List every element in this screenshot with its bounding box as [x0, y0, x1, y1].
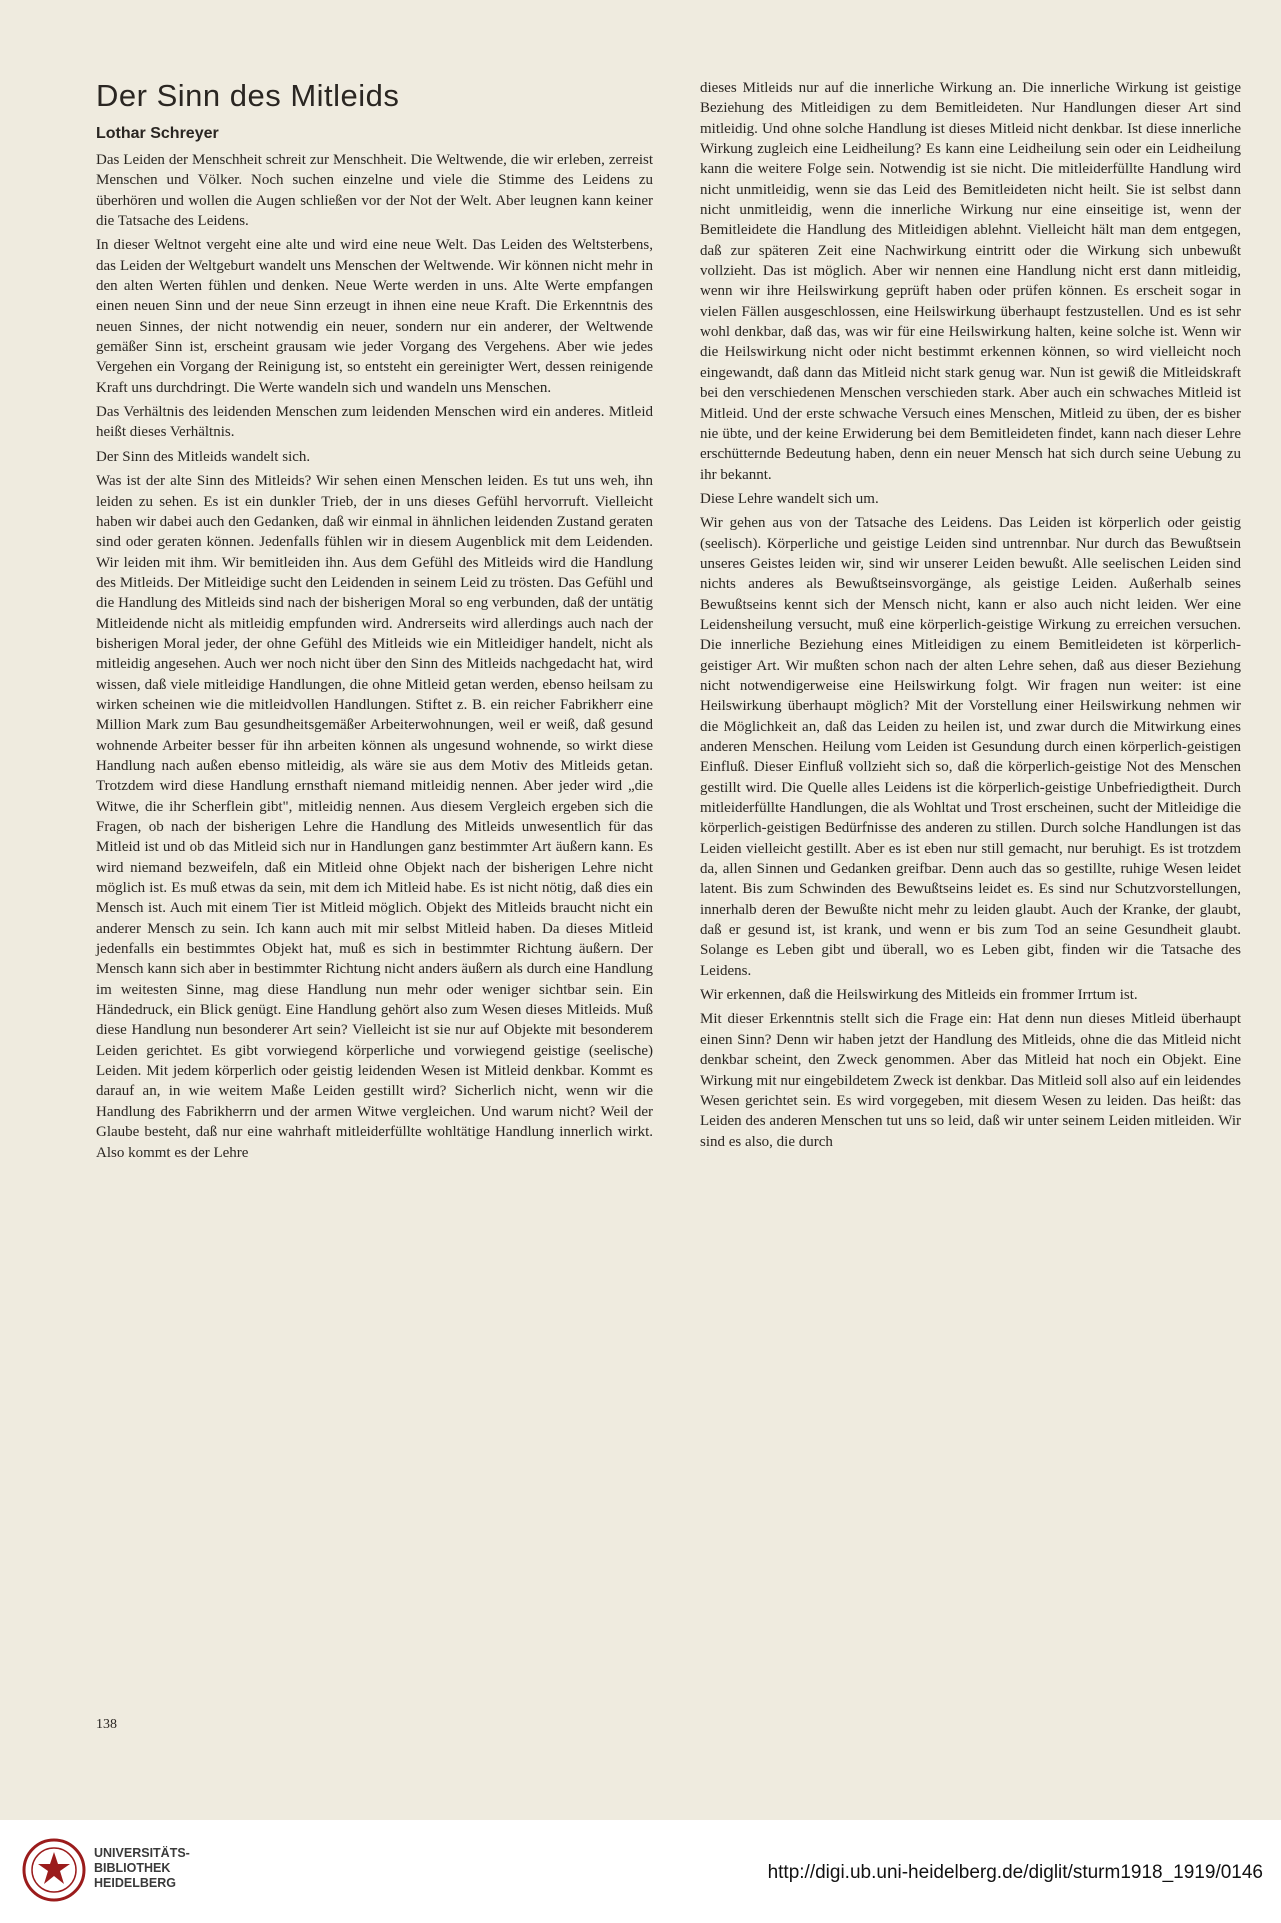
logo-line: HEIDELBERG [94, 1876, 176, 1890]
paragraph: Der Sinn des Mitleids wandelt sich. [96, 448, 311, 465]
logo-line: UNIVERSITÄTS- [94, 1846, 190, 1860]
paragraph: Das Verhältnis des leidenden Menschen zum leidenden Menschen wird ein anderes. Mitleid heißt dieses Verhältnis. [96, 404, 653, 441]
paragraph: Was ist der alte Sinn des Mitleids? Wir sehen einen Menschen leiden. Es tut uns weh, ihn leiden zu sehen. Es ist ein dunkler Trieb, der in uns dieses Gefühl hervorruft. Vielleicht haben wir dabei auch den Gedanken, daß wir einmal in ähnlichen leidenden Zustand geraten sind oder geraten können. Jedenfalls fühlen wir in diesem Augenblick mit dem Leidenden. Wir leiden mit ihm. Wir bemitleiden ihn. Aus dem Gefühl des Mitleids wird die Handlung des Mitleids. Der Mitleidige sucht den Leidenden in seinem Leid zu trösten. Das Gefühl und die Handlung des Mitleids sind nach der bisherigen Moral so eng verbunden, daß der untätig Mitleidende nicht als mitleidig empfunden wird. Andrerseits wird allerdings auch nach der bisherigen Moral jeder, der ohne Gefühl des Mitleids wie ein Mitleidiger handelt, nicht als mitleidig angesehen. Auch wer noch nicht über den Sinn des Mitleids nachgedacht hat, wird wissen, daß viele mitleidige Handlungen, die ohne Mitleid getan werden, ebenso heilsam zu wirken scheinen wie die mitleidvollen Handlungen. Stiftet z. B. ein reicher Fabrikherr eine Million Mark zum Bau gesundheitsgemäßer Arbeiterwohnungen, weil er weiß, daß gesund wohnende Arbeiter besser für ihn arbeiten können als ungesund wohnende, so wirkt diese Handlung nach außen ebenso mitleidig, als wäre sie aus dem Motiv des Mitleids getan. Trotzdem wird diese Handlung ernsthaft niemand mitleidig nennen. Aber jeder wird „die Witwe, die ihr Scherflein gibt", mitleidig nennen. Aus diesem Vergleich ergeben sich die Fragen, ob nach der bisherigen Lehre die Handlung des Mitleids unwesentlich für das Mitleid ist und ob das Mitleid sich nur in Handlungen ganz bestimmter Art äußern kann. Es wird niemand bezweifeln, daß ein Mitleid ohne Objekt nach der bisherigen Lehre nicht möglich ist. Es muß etwas da sein, mit dem ich Mitleid habe. Es ist nicht nötig, daß dies ein Mensch ist. Auch mit einem Tier ist Mitleid möglich. Objekt des Mitleids braucht nicht ein anderer Mensch zu sein. Ich kann auch mit mir selbst Mitleid haben. Da dieses Mitleid jedenfalls ein bestimmtes Objekt hat, muß es sich in bestimmter Richtung äußern. Der Mensch kann sich aber in bestimmter Richtung nicht anders äußern als durch eine Handlung im weitesten Sinne, mag diese Handlung nun mehr oder weniger sichtbar sein. Ein Händedruck, ein Blick genügt. Eine Handlung gehört also zum Wesen dieses Mitleids. Muß diese Handlung nun besonderer Art sein? Vielleicht ist sie nur auf Objekte mit besonderem Leiden gerichtet. Es gibt vorwiegend körperliche und vorwiegend geistige (seelische) Leiden. Mit jedem körperlich oder geistig leidenden Wesen ist Mitleid denkbar. Kommt es darauf an, in wie weitem Maße Leiden gestillt wird? Sicherlich nicht, wenn wir die Handlung des Fabrikherrn und der armen Witwe vergleichen. Und warum nicht? Weil der Glaube besteht, daß nur eine wahrhaft mitleiderfüllte wohltätige Handlung innerlich wirkt. Also kommt es der Lehre [96, 473, 653, 1161]
library-logo [22, 1838, 190, 1902]
paragraph: Das Leiden der Menschheit schreit zur Menschheit. Die Weltwende, die wir erleben, zerreist Menschen und Völker. Noch suchen einzelne und viele die Stimme des Leidens zu überhören und wollen die Augen schließen vor der Not der Welt. Aber leugnen kann keiner die Tatsache des Leidens. [96, 152, 653, 230]
paragraph: dieses Mitleids nur auf die innerliche Wirkung an. Die innerliche Wirkung ist geistige Beziehung des Mitleidigen zu dem Bemitleideten. Nur Handlungen dieser Art sind mitleidig. Und ohne solche Handlung ist dieses Mitleid nicht denkbar. Ist diese innerliche Wirkung zugleich eine Leidheilung? Es kann eine Leidheilung sein oder ein Leidheilung kann die weitere Folge sein. Notwendig ist sie nicht. Die mitleiderfüllte Handlung wird nicht unmitleidig, wenn sie das Leid des Bemitleideten nicht heilt. Sie ist selbst dann nicht unmitleidig, wenn die innerliche Wirkung nur eine einseitige ist, wenn der Bemitleidete die Handlung des Mitleidigen ablehnt. Vielleicht hält man dem entgegen, daß zur späteren Zeit eine Nachwirkung eintritt oder die Wirkung sich unbewußt vollzieht. Das ist möglich. Aber wir nennen eine Handlung nicht erst dann mitleidig, wenn wir ihre Heilswirkung geprüft haben oder prüfen können. Es erscheit sogar in vielen Fällen ausgeschlossen, eine Heilswirkung überhaupt festzustellen. Und es ist sehr wohl denkbar, daß das, was wir für eine Heilswirkung halten, keine solche ist. Wenn wir die Heilswirkung nicht oder nicht bestimmt erkennen können, so wird vielleicht noch eingewandt, daß dann das Mitleid nicht stark genug war. Nun ist gewiß die Mitleidskraft bei den verschiedenen Menschen verschieden stark. Aber auch ein schwaches Mitleid ist Mitleid. Und der erste schwache Versuch eines Menschen, Mitleid zu üben, der es bisher nie übte, und der keine Erwiderung bei dem Bemitleideten findet, kann nach dieser Lehre erschütternde Bedeutung haben, denn ein neuer Mensch hat sich durch seine Uebung zu ihr bekannt. [700, 80, 1241, 483]
right-column [700, 78, 1241, 1156]
article-author: Lothar Schreyer [96, 125, 219, 142]
paragraph: Wir erkennen, daß die Heilswirkung des Mitleids ein frommer Irrtum ist. [700, 987, 1138, 1004]
logo-line: BIBLIOTHEK [94, 1861, 171, 1875]
source-url-link[interactable]: http://digi.ub.uni-heidelberg.de/diglit/sturm1918_1919/0146 [767, 1862, 1263, 1883]
page-number: 138 [96, 1717, 117, 1732]
seal-icon [22, 1838, 86, 1902]
paragraph: Wir gehen aus von der Tatsache des Leidens. Das Leiden ist körperlich oder geistig (seelisch). Körperliche und geistige Leiden sind untrennbar. Nur durch das Bewußtsein unseres Geistes leiden wir, sind wir unserer Leiden bewußt. Alle seelischen Leiden sind nichts anderes als Bewußtseinsvorgänge, als geistige Leiden. Außerhalb seines Bewußtseins kennt sich der Mensch nicht, kann er also auch nicht leiden. Wer eine Leidensheilung versucht, muß eine körperlich-geistige Wirkung zu erreichen versuchen. Die innerliche Beziehung eines Mitleidigen zu einem Bemitleideten ist körperlich-geistiger Art. Wir mußten schon nach der alten Lehre sehen, daß aus dieser Beziehung nicht notwendigerweise eine Heilswirkung folgt. Wir fragen nun weiter: ist eine Heilswirkung überhaupt möglich? Mit der Vorstellung einer Heilswirkung nehmen wir die Möglichkeit an, daß das Leiden zu heilen ist, und zwar durch die Mitwirkung eines anderen Menschen. Heilung vom Leiden ist Gesundung durch einen körperlich-geistigen Einfluß. Dieser Einfluß vollzieht sich so, daß die körperlich-geistige Not des Menschen gestillt wird. Die Quelle alles Leidens ist die körperlich-geistige Unbefriedigtheit. Durch mitleiderfüllte Handlungen, die als Wohltat und Trost erscheinen, sucht der Mitleidige die körperlich-geistigen Bedürfnisse des anderen zu stillen. Durch solche Handlungen ist das Leiden vielleicht gestillt. Aber es ist eben nur still gemacht, nur beruhigt. Es ist trotzdem da, allen Sinnen und Gedanken greifbar. Denn auch das so gestillte, ruhige Wesen leidet latent. Bis zum Schwinden des Bewußtseins leidet es. Es sind nur Schutzvorstellungen, innerhalb deren der Bewußte nicht mehr zu leiden glaubt. Auch der Kranke, der glaubt, daß er gesund ist, ist krank, und wenn er bis zum Tod an seine Gesundheit glaubt. Solange es Leben gibt und überall, wo es Leben gibt, finden wir die Tatsache des Leidens. [700, 515, 1241, 979]
paragraph: Mit dieser Erkenntnis stellt sich die Frage ein: Hat denn nun dieses Mitleid überhaupt einen Sinn? Denn wir haben jetzt der Handlung des Mitleids, ohne die das Mitleid nicht denkbar scheint, den Zweck genommen. Aber das Mitleid hat noch ein Objekt. Eine Wirkung mit nur eingebildetem Zweck ist denkbar. Das Mitleid soll also auf ein leidendes Wesen gerichtet sein. Es wird vorgegeben, mit diesem Wesen zu leiden. Das heißt: das Leiden des anderen Menschen tut uns so leid, daß wir unter seinem Leiden mitleiden. Wir sind es also, die durch [700, 1011, 1241, 1150]
paragraph: Diese Lehre wandelt sich um. [700, 490, 879, 507]
article-title: Der Sinn des Mitleids [96, 78, 400, 113]
footer-bar [0, 1820, 1281, 1923]
left-column [96, 78, 653, 1167]
logo-text [94, 1846, 190, 1891]
paragraph: In dieser Weltnot vergeht eine alte und wird eine neue Welt. Das Leiden des Weltsterbens, das Leiden der Weltgeburt wandelt uns Menschen der Weltwende. Wir können nicht mehr in den alten Werten fühlen und denken. Neue Werte werden in uns. Alte Werte empfangen einen neuen Sinn und der neue Sinn erzeugt in ihnen eine neue Kraft. Die Erkenntnis des neuen Sinnes, der nicht notwendig ein neuer, sondern nur ein anderer, der Weltwende gemäßer Sinn ist, erscheint grausam wie jeder Vorgang des Vergehens. Aber wie jedes Vergehen ein Vorgang der Reinigung ist, so entsteht ein gereinigter Wert, dessen reinigende Kraft uns durchdringt. Die Werte wandeln sich und wandeln uns Menschen. [96, 237, 653, 396]
